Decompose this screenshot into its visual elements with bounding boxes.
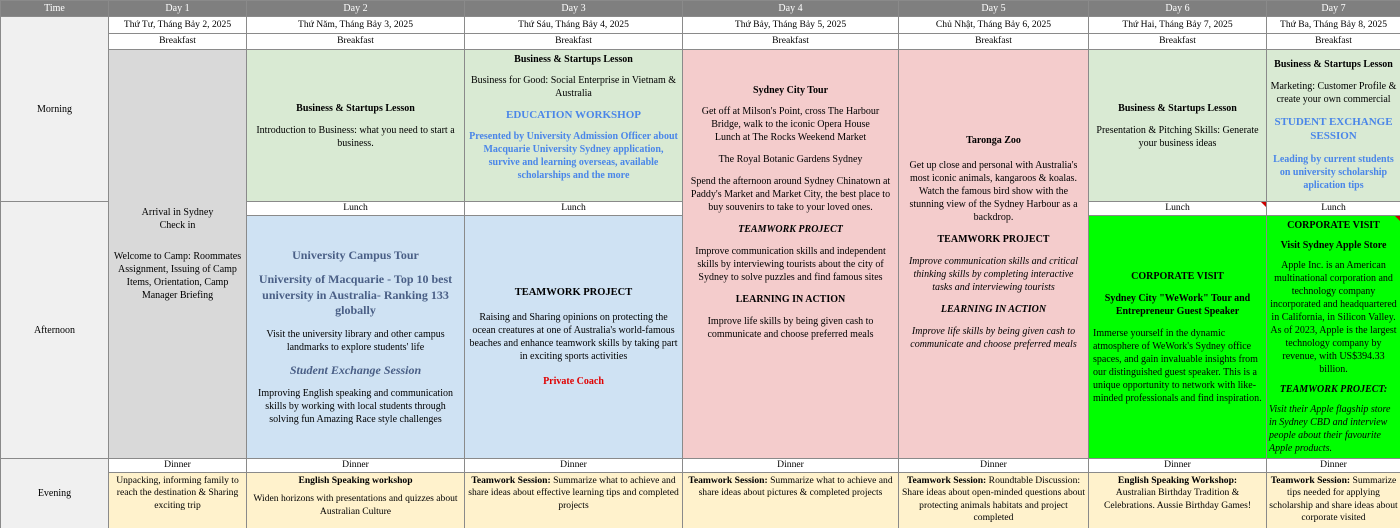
- day7-afternoon[interactable]: [1267, 216, 1400, 459]
- day5-text-1: Get up close and personal with Australia's most iconic animals, kangaroos & koalas. Watch the famous bird show with the stunning view of the Sydney Harbour as a backdrop.: [909, 160, 1078, 223]
- day6-pm-subtitle: Sydney City "WeWork" Tour and Entrepreneur Guest Speaker: [1104, 292, 1251, 317]
- evening-day-5-title: Teamwork Session:: [906, 475, 987, 486]
- day5-activity[interactable]: [899, 50, 1089, 459]
- date-day-5[interactable]: Chủ Nhật, Tháng Bảy 6, 2025: [899, 17, 1089, 34]
- day2-pm-text-2: Improving English speaking and communication skills by working with local students through solving fun Amazing Race style challenges: [258, 388, 453, 426]
- header-day-5[interactable]: Day 5: [899, 1, 1089, 17]
- day1-activity[interactable]: [109, 50, 247, 459]
- day4-text-1: Get off at Milson's Point, cross The Harbour Bridge, walk to the iconic Opera House: [701, 106, 880, 130]
- evening-day-6-text: Australian Birthday Tradition & Celebrations. Aussie Birthday Games!: [1103, 487, 1252, 511]
- header-day-3[interactable]: Day 3: [465, 1, 683, 17]
- evening-day-7[interactable]: [1267, 473, 1400, 528]
- dinner-day-1[interactable]: Dinner: [109, 459, 247, 473]
- evening-day-2-text: Widen horizons with presentations and quizzes about Australian Culture: [253, 493, 458, 517]
- date-day-4[interactable]: Thứ Bảy, Tháng Bảy 5, 2025: [683, 17, 899, 34]
- day7-session-text: Leading by current students on university scholarship aplication tips: [1273, 153, 1394, 191]
- header-day-4[interactable]: Day 4: [683, 1, 899, 17]
- lunch-day-7[interactable]: Lunch: [1267, 202, 1400, 216]
- day6-afternoon[interactable]: [1089, 216, 1267, 459]
- evening-day-1-text: Unpacking, informing family to reach the destination & Sharing exciting trip: [116, 475, 239, 511]
- day7-pm-text: Apple Inc. is an American multinational corporation and technology company incorporated and headquartered in California, in Silicon Valley. As of 2023, Apple is the largest technology company by revenue, with US$394.33 billion.: [1270, 260, 1397, 375]
- day6-pm-title: CORPORATE VISIT: [1131, 270, 1224, 282]
- lunch-day-3[interactable]: Lunch: [465, 202, 683, 216]
- dinner-day-6[interactable]: Dinner: [1089, 459, 1267, 473]
- evening-day-4[interactable]: [683, 473, 899, 528]
- date-day-6[interactable]: Thứ Hai, Tháng Bảy 7, 2025: [1089, 17, 1267, 34]
- day5-learning-title: LEARNING IN ACTION: [940, 304, 1047, 315]
- breakfast-day-1[interactable]: Breakfast: [109, 34, 247, 50]
- breakfast-day-5[interactable]: Breakfast: [899, 34, 1089, 50]
- day3-workshop-text: Presented by University Admission Officer about Macquarie University Sydney application, survive and learning overseas, available scholarships and the more: [469, 131, 678, 182]
- day1-arrival: Arrival in Sydney: [141, 207, 214, 218]
- day3-afternoon[interactable]: [465, 216, 683, 459]
- evening-day-6-title: English Speaking Workshop:: [1117, 475, 1238, 486]
- day7-morning[interactable]: [1267, 50, 1400, 202]
- day4-learning-text: Improve life skills by being given cash to communicate and choose preferred meals: [707, 316, 874, 340]
- breakfast-day-6[interactable]: Breakfast: [1089, 34, 1267, 50]
- day4-teamwork-text: Improve communication skills and independent skills by interviewing tourists about the city of Sydney to solve puzzles and find famous sites: [695, 246, 886, 283]
- date-day-7[interactable]: Thứ Ba, Tháng Bảy 8, 2025: [1267, 17, 1400, 34]
- day3-pm-title: TEAMWORK PROJECT: [514, 286, 633, 298]
- day3-morning-text: Business for Good: Social Enterprise in Vietnam & Australia: [470, 75, 677, 99]
- evening-day-4-text: Summarize what to achieve and share ideas about pictures & completed projects: [698, 475, 893, 499]
- dinner-day-4[interactable]: Dinner: [683, 459, 899, 473]
- date-day-2[interactable]: Thứ Năm, Tháng Bảy 3, 2025: [247, 17, 465, 34]
- evening-day-1[interactable]: [109, 473, 247, 528]
- day5-teamwork-title: TEAMWORK PROJECT: [937, 234, 1050, 245]
- day2-pm-text-1: Visit the university library and other campus landmarks to explore students' life: [266, 328, 445, 353]
- day4-text-3: The Royal Botanic Gardens Sydney: [718, 154, 863, 165]
- day2-morning[interactable]: [247, 50, 465, 202]
- day5-learning-text: Improve life skills by being given cash to communicate and choose preferred meals: [910, 326, 1077, 350]
- day1-checkin: Check in: [159, 220, 196, 231]
- evening-day-3-title: Teamwork Session:: [471, 475, 551, 486]
- date-day-1[interactable]: Thứ Tư, Tháng Bảy 2, 2025: [109, 17, 247, 34]
- evening-label: Evening: [37, 488, 72, 499]
- day4-teamwork-title: TEAMWORK PROJECT: [738, 224, 843, 235]
- day3-workshop-title: EDUCATION WORKSHOP: [506, 109, 641, 121]
- lunch-day-6[interactable]: Lunch: [1089, 202, 1267, 216]
- breakfast-day-4[interactable]: Breakfast: [683, 34, 899, 50]
- day7-session-title: STUDENT EXCHANGE SESSION: [1274, 116, 1393, 143]
- day6-morning[interactable]: [1089, 50, 1267, 202]
- evening-day-2[interactable]: [247, 473, 465, 528]
- dinner-day-5[interactable]: Dinner: [899, 459, 1089, 473]
- day3-morning[interactable]: [465, 50, 683, 202]
- day5-title: Taronga Zoo: [966, 135, 1021, 146]
- evening-day-4-title: Teamwork Session:: [688, 475, 768, 486]
- day2-morning-text: Introduction to Business: what you need to start a business.: [256, 124, 455, 149]
- day7-teamwork-title: TEAMWORK PROJECT:: [1279, 384, 1388, 395]
- evening-day-2-title: English Speaking workshop: [298, 475, 413, 486]
- time-afternoon[interactable]: [1, 202, 109, 459]
- day6-pm-text: Immerse yourself in the dynamic atmosphere of WeWork's Sydney office spaces, and gain invaluable insights from our distinguished guest speaker. This is a unique opportunity to network with like-minded professionals and find inspiration.: [1093, 327, 1262, 404]
- day4-learning-title: LEARNING IN ACTION: [735, 294, 846, 305]
- dinner-day-7[interactable]: Dinner: [1267, 459, 1400, 473]
- header-day-2[interactable]: Day 2: [247, 1, 465, 17]
- evening-day-5[interactable]: [899, 473, 1089, 528]
- day7-pm-title: CORPORATE VISIT: [1287, 220, 1380, 231]
- day2-afternoon[interactable]: [247, 216, 465, 459]
- day2-pm-title-2: University of Macquarie - Top 10 best university in Australia- Ranking 133 globally: [258, 272, 453, 318]
- breakfast-day-2[interactable]: Breakfast: [247, 34, 465, 50]
- breakfast-day-7[interactable]: Breakfast: [1267, 34, 1400, 50]
- dinner-day-3[interactable]: Dinner: [465, 459, 683, 473]
- lunch-day-2[interactable]: Lunch: [247, 202, 465, 216]
- day5-teamwork-text: Improve communication skills and critical thinking skills by completing interactive tasks and interviewing tourists: [908, 256, 1079, 293]
- day7-pm-subtitle: Visit Sydney Apple Store: [1280, 240, 1387, 251]
- evening-day-6[interactable]: [1089, 473, 1267, 528]
- day1-welcome: Welcome to Camp: Roommates Assignment, Issuing of Camp Items, Orientation, Camp Manager Briefing: [113, 251, 242, 301]
- breakfast-day-3[interactable]: Breakfast: [465, 34, 683, 50]
- evening-day-7-title: Teamwork Session:: [1270, 475, 1351, 486]
- day4-activity[interactable]: [683, 50, 899, 459]
- day6-morning-text: Presentation & Pitching Skills: Generate your business ideas: [1096, 124, 1259, 149]
- day7-morning-title: Business & Startups Lesson: [1274, 59, 1393, 70]
- evening-day-7-text: Summarize tips needed for applying scholarship and share ideas about corporate visited: [1269, 475, 1398, 523]
- time-evening[interactable]: [1, 459, 109, 528]
- afternoon-label: Afternoon: [33, 324, 76, 336]
- header-day-1[interactable]: Day 1: [109, 1, 247, 17]
- date-day-3[interactable]: Thứ Sáu, Tháng Bảy 4, 2025: [465, 17, 683, 34]
- header-day-6[interactable]: Day 6: [1089, 1, 1267, 17]
- day7-morning-text: Marketing: Customer Profile & create your own commercial: [1270, 81, 1397, 105]
- day2-pm-title-3: Student Exchange Session: [289, 362, 422, 377]
- header-time[interactable]: Time: [1, 1, 109, 17]
- day4-text-2: Lunch at The Rocks Weekend Market: [714, 132, 867, 143]
- day3-pm-text: Raising and Sharing opinions on protecting the ocean creatures at one of Australia's world-famous beaches and enhance teamwork skills by taking part in exciting sports activities: [469, 312, 678, 363]
- evening-day-3[interactable]: [465, 473, 683, 528]
- day2-morning-title: Business & Startups Lesson: [296, 102, 415, 114]
- evening-day-3-text: Summarize what to achieve and share ideas about effective learning tips and completed projects: [468, 475, 679, 511]
- day2-pm-title-1: University Campus Tour: [292, 247, 419, 262]
- time-morning[interactable]: [1, 17, 109, 202]
- day6-morning-title: Business & Startups Lesson: [1118, 102, 1237, 114]
- dinner-day-2[interactable]: Dinner: [247, 459, 465, 473]
- day3-morning-title: Business & Startups Lesson: [514, 54, 633, 65]
- day3-pm-coach: Private Coach: [543, 376, 604, 388]
- morning-label: Morning: [37, 103, 72, 115]
- evening-day-5-text: Roundtable Discussion: Share ideas about open-minded questions about protecting animals habitats and project completed: [901, 475, 1086, 523]
- day7-teamwork-text: Visit their Apple flagship store in Sydney CBD and interview people about their favourite Apple products.: [1269, 404, 1391, 454]
- day4-text-4: Spend the afternoon around Sydney Chinatown at Paddy's Market and Market City, the best place to buy souvenirs to take to your loved ones.: [690, 176, 891, 213]
- header-day-7[interactable]: Day 7: [1267, 1, 1400, 17]
- day4-title: Sydney City Tour: [752, 85, 829, 96]
